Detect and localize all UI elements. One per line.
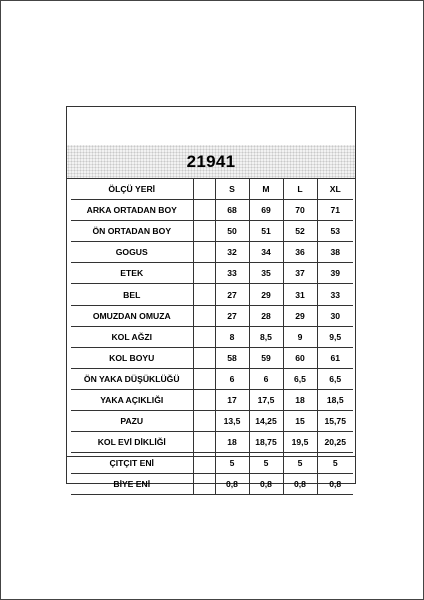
measurement-value: 61 (317, 347, 353, 368)
measurement-label: ÇITÇIT ENİ (71, 453, 193, 474)
measurement-value: 31 (283, 284, 317, 305)
measurement-label: YAKA AÇIKLIĞI (71, 389, 193, 410)
measurement-value: 15,75 (317, 411, 353, 432)
measurement-value: 33 (215, 263, 249, 284)
size-header-s: S (215, 179, 249, 200)
measurement-label: KOL AĞZI (71, 326, 193, 347)
measurement-label: KOL BOYU (71, 347, 193, 368)
measurement-value: 59 (249, 347, 283, 368)
measurement-value: 17 (215, 389, 249, 410)
measurement-value: 19,5 (283, 432, 317, 453)
table-row (71, 263, 353, 284)
size-table-body (71, 179, 353, 495)
measurement-value: 5 (249, 453, 283, 474)
measurement-value: 13,5 (215, 411, 249, 432)
measurement-value: 34 (249, 242, 283, 263)
measurement-value: 8,5 (249, 326, 283, 347)
measurement-value: 17,5 (249, 389, 283, 410)
title-band (67, 145, 355, 179)
measurement-value: 27 (215, 305, 249, 326)
measurement-value: 5 (283, 453, 317, 474)
measurement-value: 38 (317, 242, 353, 263)
measurement-label: BEL (71, 284, 193, 305)
measurement-label: ARKA ORTADAN BOY (71, 200, 193, 221)
measurement-value: 18 (283, 389, 317, 410)
table-row (71, 305, 353, 326)
measurement-value: 32 (215, 242, 249, 263)
spacer-cell (193, 305, 215, 326)
measurement-label: OMUZDAN OMUZA (71, 305, 193, 326)
measurement-value: 6,5 (283, 368, 317, 389)
measurement-value: 6,5 (317, 368, 353, 389)
measurement-value: 36 (283, 242, 317, 263)
measurement-value: 0,8 (215, 474, 249, 495)
measurement-value: 18,5 (317, 389, 353, 410)
measurement-value: 6 (215, 368, 249, 389)
measurement-value: 8 (215, 326, 249, 347)
measurement-value: 35 (249, 263, 283, 284)
measurement-value: 0,8 (283, 474, 317, 495)
spacer-cell (193, 432, 215, 453)
measurement-value: 30 (317, 305, 353, 326)
spacer-cell (193, 200, 215, 221)
size-header-xl: XL (317, 179, 353, 200)
size-header-l: L (283, 179, 317, 200)
header-row (71, 179, 353, 200)
table-row (71, 411, 353, 432)
measurement-value: 29 (249, 284, 283, 305)
table-row (71, 347, 353, 368)
table-row (71, 389, 353, 410)
measurement-value: 5 (317, 453, 353, 474)
header-label: ÖLÇÜ YERİ (71, 179, 193, 200)
table-row (71, 326, 353, 347)
product-code: 21941 (186, 151, 236, 171)
measurement-label: ÖN ORTADAN BOY (71, 221, 193, 242)
spacer-cell (193, 389, 215, 410)
measurement-value: 53 (317, 221, 353, 242)
measurement-label: KOL EVİ DİKLİĞİ (71, 432, 193, 453)
size-table (71, 179, 353, 495)
table-row (71, 200, 353, 221)
measurement-label: ETEK (71, 263, 193, 284)
measurement-value: 27 (215, 284, 249, 305)
measurement-value: 18,75 (249, 432, 283, 453)
measurement-value: 20,25 (317, 432, 353, 453)
table-row (71, 432, 353, 453)
measurement-value: 18 (215, 432, 249, 453)
measurement-value: 58 (215, 347, 249, 368)
spacer-cell (193, 284, 215, 305)
measurement-value: 9 (283, 326, 317, 347)
spacer-cell (193, 411, 215, 432)
table-row (71, 221, 353, 242)
table-row (71, 368, 353, 389)
measurement-value: 60 (283, 347, 317, 368)
measurement-label: GOGUS (71, 242, 193, 263)
table-row (71, 242, 353, 263)
measurement-value: 28 (249, 305, 283, 326)
measurement-value: 51 (249, 221, 283, 242)
measurement-value: 9,5 (317, 326, 353, 347)
measurement-value: 14,25 (249, 411, 283, 432)
spacer-cell (193, 221, 215, 242)
measurement-value: 33 (317, 284, 353, 305)
measurement-value: 70 (283, 200, 317, 221)
measurement-value: 0,8 (249, 474, 283, 495)
measurement-value: 37 (283, 263, 317, 284)
measurement-label: PAZU (71, 411, 193, 432)
measurement-value: 6 (249, 368, 283, 389)
measurement-value: 39 (317, 263, 353, 284)
measurement-value: 29 (283, 305, 317, 326)
table-row (71, 284, 353, 305)
measurement-value: 15 (283, 411, 317, 432)
spacer-cell (193, 242, 215, 263)
spacer-cell (193, 347, 215, 368)
measurement-value: 52 (283, 221, 317, 242)
spacer-cell (193, 326, 215, 347)
spacer-cell (193, 179, 215, 200)
measurement-label: BİYE ENİ (71, 474, 193, 495)
blank-header-area (67, 107, 355, 146)
measurement-value: 50 (215, 221, 249, 242)
size-chart-sheet (66, 106, 356, 490)
measurement-label: ÖN YAKA DÜŞÜKLÜĞÜ (71, 368, 193, 389)
measurement-value: 69 (249, 200, 283, 221)
size-header-m: M (249, 179, 283, 200)
measurement-value: 0,8 (317, 474, 353, 495)
spacer-cell (193, 263, 215, 284)
spacer-cell (193, 368, 215, 389)
measurement-value: 5 (215, 453, 249, 474)
measurement-value: 68 (215, 200, 249, 221)
blank-footer-area (67, 456, 355, 483)
measurement-value: 71 (317, 200, 353, 221)
